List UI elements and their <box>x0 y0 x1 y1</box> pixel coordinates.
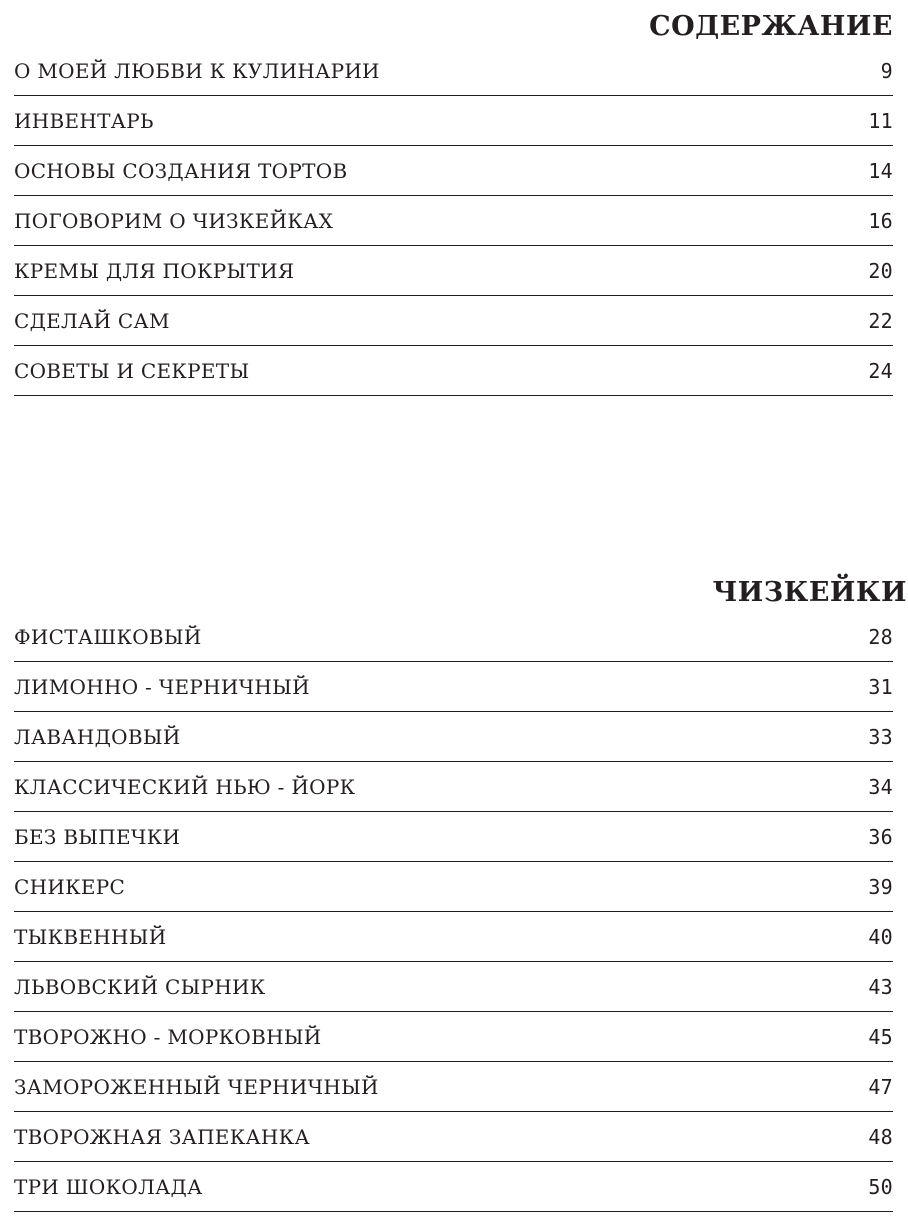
toc-entry-label: СНИКЕРС <box>14 874 126 899</box>
toc-entry-label: ТЫКВЕННЫЙ <box>14 924 167 949</box>
toc-entry-label: БЕЗ ВЫПЕЧКИ <box>14 824 181 849</box>
toc-entry-page: 43 <box>868 974 893 999</box>
toc-entry[interactable] <box>14 146 893 196</box>
toc-entry[interactable] <box>14 1112 893 1162</box>
toc-entry-page: 16 <box>868 208 893 233</box>
toc-entry[interactable] <box>14 296 893 346</box>
toc-entry-label: ЛЬВОВСКИЙ СЫРНИК <box>14 974 266 999</box>
toc-entry-label: КРЕМЫ ДЛЯ ПОКРЫТИЯ <box>14 258 295 283</box>
toc-entry[interactable] <box>14 196 893 246</box>
toc-entry-page: 40 <box>868 924 893 949</box>
cheesecakes-list <box>14 612 893 1212</box>
toc-entry-label: СОВЕТЫ И СЕКРЕТЫ <box>14 358 250 383</box>
toc-entry-page: 48 <box>868 1124 893 1149</box>
toc-entry-label: О МОЕЙ ЛЮБВИ К КУЛИНАРИИ <box>14 58 380 83</box>
toc-entry-label: КЛАССИЧЕСКИЙ НЬЮ - ЙОРК <box>14 774 356 799</box>
contents-list <box>14 46 893 396</box>
toc-entry-page: 11 <box>868 108 893 133</box>
toc-entry[interactable] <box>14 1012 893 1062</box>
toc-entry-label: ТВОРОЖНАЯ ЗАПЕКАНКА <box>14 1124 310 1149</box>
toc-entry-label: ЗАМОРОЖЕННЫЙ ЧЕРНИЧНЫЙ <box>14 1074 379 1099</box>
toc-entry-label: ЛАВАНДОВЫЙ <box>14 724 181 749</box>
toc-entry-label: ТВОРОЖНО - МОРКОВНЫЙ <box>14 1024 322 1049</box>
toc-entry-page: 22 <box>868 308 893 333</box>
toc-entry-page: 45 <box>868 1024 893 1049</box>
toc-entry-page: 50 <box>868 1174 893 1199</box>
toc-entry[interactable] <box>14 246 893 296</box>
toc-entry[interactable] <box>14 46 893 96</box>
toc-entry[interactable] <box>14 912 893 962</box>
toc-entry-label: ФИСТАШКОВЫЙ <box>14 624 202 649</box>
toc-entry-page: 39 <box>868 874 893 899</box>
toc-entry-label: ПОГОВОРИМ О ЧИЗКЕЙКАХ <box>14 208 334 233</box>
contents-section <box>14 8 893 396</box>
contents-title: СОДЕРЖАНИЕ <box>649 11 893 42</box>
toc-entry[interactable] <box>14 346 893 396</box>
toc-entry-page: 24 <box>868 358 893 383</box>
toc-entry[interactable] <box>14 662 893 712</box>
toc-entry-label: ТРИ ШОКОЛАДА <box>14 1174 203 1199</box>
toc-entry-page: 36 <box>868 824 893 849</box>
toc-entry-page: 33 <box>868 724 893 749</box>
toc-entry[interactable] <box>14 862 893 912</box>
toc-entry[interactable] <box>14 96 893 146</box>
toc-entry[interactable] <box>14 712 893 762</box>
toc-entry[interactable] <box>14 612 893 662</box>
toc-entry-label: ИНВЕНТАРЬ <box>14 108 154 133</box>
toc-entry[interactable] <box>14 1062 893 1112</box>
cheesecakes-title: ЧИЗКЕЙКИ <box>712 577 907 608</box>
toc-entry[interactable] <box>14 962 893 1012</box>
toc-entry-page: 47 <box>868 1074 893 1099</box>
toc-entry-page: 9 <box>880 58 893 83</box>
toc-entry[interactable] <box>14 812 893 862</box>
toc-entry-page: 14 <box>868 158 893 183</box>
toc-entry-page: 20 <box>868 258 893 283</box>
toc-entry-page: 28 <box>868 624 893 649</box>
toc-entry[interactable] <box>14 1162 893 1212</box>
toc-entry-label: ОСНОВЫ СОЗДАНИЯ ТОРТОВ <box>14 158 348 183</box>
toc-entry-label: ЛИМОННО - ЧЕРНИЧНЫЙ <box>14 674 310 699</box>
cheesecakes-section <box>14 574 907 1212</box>
toc-entry-page: 34 <box>868 774 893 799</box>
toc-entry-page: 31 <box>868 674 893 699</box>
toc-entry[interactable] <box>14 762 893 812</box>
toc-entry-label: СДЕЛАЙ САМ <box>14 308 170 333</box>
